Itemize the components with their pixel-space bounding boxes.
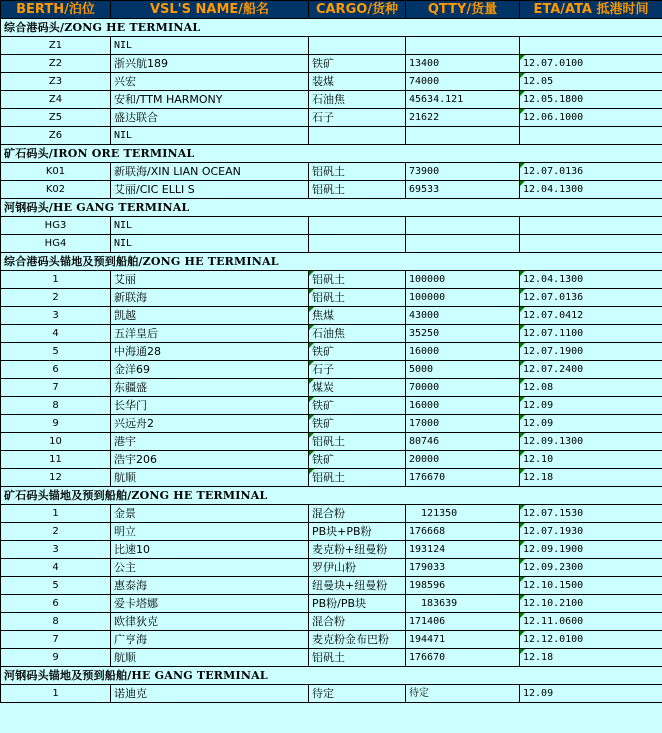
vessel-name-cell[interactable]: 爱卡塔娜 <box>111 595 309 613</box>
header-eta[interactable]: ETA/ATA 抵港时间 <box>520 1 662 19</box>
cargo-cell[interactable]: 铝矾土 <box>309 271 406 289</box>
berth-cell[interactable]: 7 <box>1 379 111 397</box>
vessel-name-cell[interactable]: 艾丽 <box>111 271 309 289</box>
cargo-cell[interactable]: 铝矾土 <box>309 469 406 487</box>
berth-cell[interactable]: 6 <box>1 361 111 379</box>
quantity-cell[interactable]: 176670 <box>406 649 520 667</box>
table-row <box>1 217 662 235</box>
quantity-cell[interactable] <box>406 217 520 235</box>
vessel-name-cell[interactable]: 航顺 <box>111 649 309 667</box>
berth-cell[interactable]: 4 <box>1 325 111 343</box>
quantity-cell[interactable] <box>406 37 520 55</box>
quantity-cell[interactable] <box>406 127 520 145</box>
table-row <box>1 559 662 577</box>
quantity-cell[interactable]: 17000 <box>406 415 520 433</box>
eta-cell[interactable]: 12.09 <box>520 685 662 703</box>
cargo-cell[interactable]: 铝矾土 <box>309 649 406 667</box>
eta-cell[interactable]: 12.10.2100 <box>520 595 662 613</box>
berth-cell[interactable]: 9 <box>1 649 111 667</box>
quantity-cell[interactable]: 183639 <box>406 595 520 613</box>
berth-cell[interactable]: Z4 <box>1 91 111 109</box>
cargo-cell[interactable] <box>309 37 406 55</box>
table-row <box>1 55 662 73</box>
eta-cell[interactable]: 12.12.0100 <box>520 631 662 649</box>
table-row <box>1 631 662 649</box>
berth-cell[interactable]: 2 <box>1 523 111 541</box>
table-row <box>1 361 662 379</box>
vessel-name-cell[interactable]: 中海通28 <box>111 343 309 361</box>
quantity-cell[interactable]: 35250 <box>406 325 520 343</box>
eta-cell[interactable]: 12.07.1100 <box>520 325 662 343</box>
quantity-cell[interactable]: 193124 <box>406 541 520 559</box>
quantity-cell[interactable]: 198596 <box>406 577 520 595</box>
vessel-name-cell[interactable]: 港宇 <box>111 433 309 451</box>
vessel-name-cell[interactable]: 公主 <box>111 559 309 577</box>
cargo-cell[interactable]: 混合粉 <box>309 505 406 523</box>
cargo-cell[interactable]: PB粉/PB块 <box>309 595 406 613</box>
vessel-name-cell[interactable]: NIL <box>111 217 309 235</box>
eta-cell[interactable]: 12.07.0136 <box>520 289 662 307</box>
table-row <box>1 235 662 253</box>
berth-cell[interactable]: Z5 <box>1 109 111 127</box>
quantity-cell[interactable]: 16000 <box>406 397 520 415</box>
eta-cell[interactable] <box>520 37 662 55</box>
table-row <box>1 433 662 451</box>
quantity-cell[interactable]: 171406 <box>406 613 520 631</box>
berth-cell[interactable]: 10 <box>1 433 111 451</box>
eta-cell[interactable]: 12.09.2300 <box>520 559 662 577</box>
berth-cell[interactable]: HG3 <box>1 217 111 235</box>
table-row <box>1 73 662 91</box>
eta-cell[interactable]: 12.07.1530 <box>520 505 662 523</box>
section-header-row <box>1 145 662 163</box>
berth-cell[interactable]: 9 <box>1 415 111 433</box>
table-row <box>1 109 662 127</box>
cargo-cell[interactable]: 铁矿 <box>309 343 406 361</box>
table-row <box>1 181 662 199</box>
quantity-cell[interactable]: 待定 <box>406 685 520 703</box>
section-header-row <box>1 487 662 505</box>
table-row <box>1 451 662 469</box>
berth-cell[interactable]: 12 <box>1 469 111 487</box>
eta-cell[interactable]: 12.04.1300 <box>520 181 662 199</box>
berth-cell[interactable]: 5 <box>1 343 111 361</box>
cargo-cell[interactable]: 待定 <box>309 685 406 703</box>
table-row <box>1 163 662 181</box>
vessel-name-cell[interactable]: 兴远舟2 <box>111 415 309 433</box>
section-header-row <box>1 199 662 217</box>
header-row <box>1 1 662 19</box>
section-title: 矿石码头/IRON ORE TERMINAL <box>1 145 662 163</box>
table-row <box>1 37 662 55</box>
quantity-cell[interactable]: 176668 <box>406 523 520 541</box>
quantity-cell[interactable]: 100000 <box>406 289 520 307</box>
eta-cell[interactable]: 12.10.1500 <box>520 577 662 595</box>
table-row <box>1 685 662 703</box>
cargo-cell[interactable]: 煤炭 <box>309 379 406 397</box>
quantity-cell[interactable] <box>406 235 520 253</box>
berth-cell[interactable]: 1 <box>1 685 111 703</box>
section-title: 河钢码头/HE GANG TERMINAL <box>1 199 662 217</box>
eta-cell[interactable]: 12.07.0412 <box>520 307 662 325</box>
quantity-cell[interactable]: 45634.121 <box>406 91 520 109</box>
vessel-name-cell[interactable]: 长华门 <box>111 397 309 415</box>
eta-cell[interactable]: 12.05 <box>520 73 662 91</box>
vessel-name-cell[interactable]: 浩宇206 <box>111 451 309 469</box>
vessel-name-cell[interactable]: NIL <box>111 37 309 55</box>
eta-cell[interactable] <box>520 127 662 145</box>
berth-cell[interactable]: K02 <box>1 181 111 199</box>
table-row <box>1 379 662 397</box>
eta-cell[interactable]: 12.09 <box>520 397 662 415</box>
table-row <box>1 469 662 487</box>
cargo-cell[interactable] <box>309 127 406 145</box>
table-row <box>1 325 662 343</box>
eta-cell[interactable]: 12.09.1300 <box>520 433 662 451</box>
cargo-cell[interactable]: 铝矾土 <box>309 433 406 451</box>
header-vessel-name[interactable]: VSL'S NAME/船名 <box>111 1 309 19</box>
cargo-cell[interactable]: PB块+PB粉 <box>309 523 406 541</box>
berth-cell[interactable]: 6 <box>1 595 111 613</box>
quantity-cell[interactable]: 43000 <box>406 307 520 325</box>
table-row <box>1 649 662 667</box>
cargo-cell[interactable]: 纽曼块+纽曼粉 <box>309 577 406 595</box>
table-row <box>1 127 662 145</box>
vessel-name-cell[interactable]: 诺迪克 <box>111 685 309 703</box>
header-cargo[interactable]: CARGO/货种 <box>309 1 406 19</box>
table-row <box>1 271 662 289</box>
eta-cell[interactable] <box>520 217 662 235</box>
quantity-cell[interactable]: 13400 <box>406 55 520 73</box>
berth-cell[interactable]: 8 <box>1 613 111 631</box>
quantity-cell[interactable]: 21622 <box>406 109 520 127</box>
vessel-name-cell[interactable]: 盛达联合 <box>111 109 309 127</box>
eta-cell[interactable]: 12.04.1300 <box>520 271 662 289</box>
vessel-name-cell[interactable]: 新联海 <box>111 289 309 307</box>
quantity-cell[interactable]: 69533 <box>406 181 520 199</box>
eta-cell[interactable]: 12.18 <box>520 649 662 667</box>
berth-cell[interactable]: Z2 <box>1 55 111 73</box>
vessel-name-cell[interactable]: NIL <box>111 127 309 145</box>
eta-cell[interactable]: 12.07.1930 <box>520 523 662 541</box>
cargo-cell[interactable]: 石油焦 <box>309 325 406 343</box>
berth-cell[interactable]: 4 <box>1 559 111 577</box>
vessel-name-cell[interactable]: 兴宏 <box>111 73 309 91</box>
cargo-cell[interactable]: 石子 <box>309 109 406 127</box>
berth-cell[interactable]: Z3 <box>1 73 111 91</box>
cargo-cell[interactable]: 石油焦 <box>309 91 406 109</box>
vessel-name-cell[interactable]: NIL <box>111 235 309 253</box>
berth-cell[interactable]: 1 <box>1 505 111 523</box>
eta-cell[interactable]: 12.07.2400 <box>520 361 662 379</box>
table-row <box>1 289 662 307</box>
quantity-cell[interactable]: 16000 <box>406 343 520 361</box>
table-row <box>1 577 662 595</box>
quantity-cell[interactable]: 74000 <box>406 73 520 91</box>
cargo-cell[interactable] <box>309 217 406 235</box>
cargo-cell[interactable]: 焦煤 <box>309 307 406 325</box>
berth-cell[interactable]: 7 <box>1 631 111 649</box>
cargo-cell[interactable]: 铁矿 <box>309 55 406 73</box>
vessel-name-cell[interactable]: 广亨海 <box>111 631 309 649</box>
header-quantity[interactable]: QTTY/货量 <box>406 1 520 19</box>
vessel-name-cell[interactable]: 五洋皇后 <box>111 325 309 343</box>
vessel-name-cell[interactable]: 惠泰海 <box>111 577 309 595</box>
cargo-cell[interactable] <box>309 235 406 253</box>
eta-cell[interactable]: 12.07.0100 <box>520 55 662 73</box>
table-row <box>1 613 662 631</box>
berth-cell[interactable]: 2 <box>1 289 111 307</box>
vessel-name-cell[interactable]: 新联海/XIN LIAN OCEAN <box>111 163 309 181</box>
quantity-cell[interactable]: 70000 <box>406 379 520 397</box>
eta-cell[interactable]: 12.08 <box>520 379 662 397</box>
cargo-cell[interactable]: 混合粉 <box>309 613 406 631</box>
vessel-name-cell[interactable]: 安和/TTM HARMONY <box>111 91 309 109</box>
quantity-cell[interactable]: 73900 <box>406 163 520 181</box>
cargo-cell[interactable]: 铝矾土 <box>309 289 406 307</box>
table-row <box>1 523 662 541</box>
section-header-row <box>1 667 662 685</box>
eta-cell[interactable] <box>520 235 662 253</box>
vessel-name-cell[interactable]: 比速10 <box>111 541 309 559</box>
berth-cell[interactable]: K01 <box>1 163 111 181</box>
berth-cell[interactable]: Z1 <box>1 37 111 55</box>
eta-cell[interactable]: 12.18 <box>520 469 662 487</box>
cargo-cell[interactable]: 罗伊山粉 <box>309 559 406 577</box>
cargo-cell[interactable]: 麦克粉金布巴粉 <box>309 631 406 649</box>
berth-cell[interactable]: 5 <box>1 577 111 595</box>
eta-cell[interactable]: 12.09.1900 <box>520 541 662 559</box>
vessel-name-cell[interactable]: 明立 <box>111 523 309 541</box>
section-header-row <box>1 19 662 37</box>
table-row <box>1 343 662 361</box>
vessel-name-cell[interactable]: 东疆盛 <box>111 379 309 397</box>
quantity-cell[interactable]: 20000 <box>406 451 520 469</box>
berth-cell[interactable]: HG4 <box>1 235 111 253</box>
cargo-cell[interactable]: 装煤 <box>309 73 406 91</box>
eta-cell[interactable]: 12.05.1800 <box>520 91 662 109</box>
cargo-cell[interactable]: 铁矿 <box>309 451 406 469</box>
vessel-name-cell[interactable]: 欧律狄克 <box>111 613 309 631</box>
table-row <box>1 91 662 109</box>
header-berth[interactable]: BERTH/泊位 <box>1 1 111 19</box>
vessel-name-cell[interactable]: 艾丽/CIC ELLI S <box>111 181 309 199</box>
quantity-cell[interactable]: 5000 <box>406 361 520 379</box>
cargo-cell[interactable]: 麦克粉+纽曼粉 <box>309 541 406 559</box>
section-title: 综合港码头锚地及预到船舶/ZONG HE TERMINAL <box>1 253 662 271</box>
table-row <box>1 541 662 559</box>
table-row <box>1 505 662 523</box>
quantity-cell[interactable]: 100000 <box>406 271 520 289</box>
section-header-row <box>1 253 662 271</box>
vessel-name-cell[interactable]: 航顺 <box>111 469 309 487</box>
section-title: 河钢码头锚地及预到船舶/HE GANG TERMINAL <box>1 667 662 685</box>
cargo-cell[interactable]: 铁矿 <box>309 415 406 433</box>
eta-cell[interactable]: 12.11.0600 <box>520 613 662 631</box>
vessel-name-cell[interactable]: 金洋69 <box>111 361 309 379</box>
table-row <box>1 307 662 325</box>
cargo-cell[interactable]: 铝矾土 <box>309 163 406 181</box>
quantity-cell[interactable]: 194471 <box>406 631 520 649</box>
eta-cell[interactable]: 12.10 <box>520 451 662 469</box>
eta-cell[interactable]: 12.07.0136 <box>520 163 662 181</box>
table-row <box>1 595 662 613</box>
section-title: 矿石码头锚地及预到船舶/ZONG HE TERMINAL <box>1 487 662 505</box>
table-row <box>1 397 662 415</box>
cargo-cell[interactable]: 铁矿 <box>309 397 406 415</box>
quantity-cell[interactable]: 80746 <box>406 433 520 451</box>
vessel-name-cell[interactable]: 凯越 <box>111 307 309 325</box>
cargo-cell[interactable]: 石子 <box>309 361 406 379</box>
berth-cell[interactable]: 8 <box>1 397 111 415</box>
berth-cell[interactable]: Z6 <box>1 127 111 145</box>
eta-cell[interactable]: 12.07.1900 <box>520 343 662 361</box>
quantity-cell[interactable]: 179033 <box>406 559 520 577</box>
berth-cell[interactable]: 11 <box>1 451 111 469</box>
quantity-cell[interactable]: 176670 <box>406 469 520 487</box>
cargo-cell[interactable]: 铝矾土 <box>309 181 406 199</box>
section-title: 综合港码头/ZONG HE TERMINAL <box>1 19 662 37</box>
berth-cell[interactable]: 1 <box>1 271 111 289</box>
table-body <box>1 19 662 703</box>
quantity-cell[interactable]: 121350 <box>406 505 520 523</box>
eta-cell[interactable]: 12.09 <box>520 415 662 433</box>
vessel-name-cell[interactable]: 浙兴航189 <box>111 55 309 73</box>
table-row <box>1 415 662 433</box>
eta-cell[interactable]: 12.06.1000 <box>520 109 662 127</box>
berth-cell[interactable]: 3 <box>1 307 111 325</box>
vessel-name-cell[interactable]: 金景 <box>111 505 309 523</box>
berth-cell[interactable]: 3 <box>1 541 111 559</box>
